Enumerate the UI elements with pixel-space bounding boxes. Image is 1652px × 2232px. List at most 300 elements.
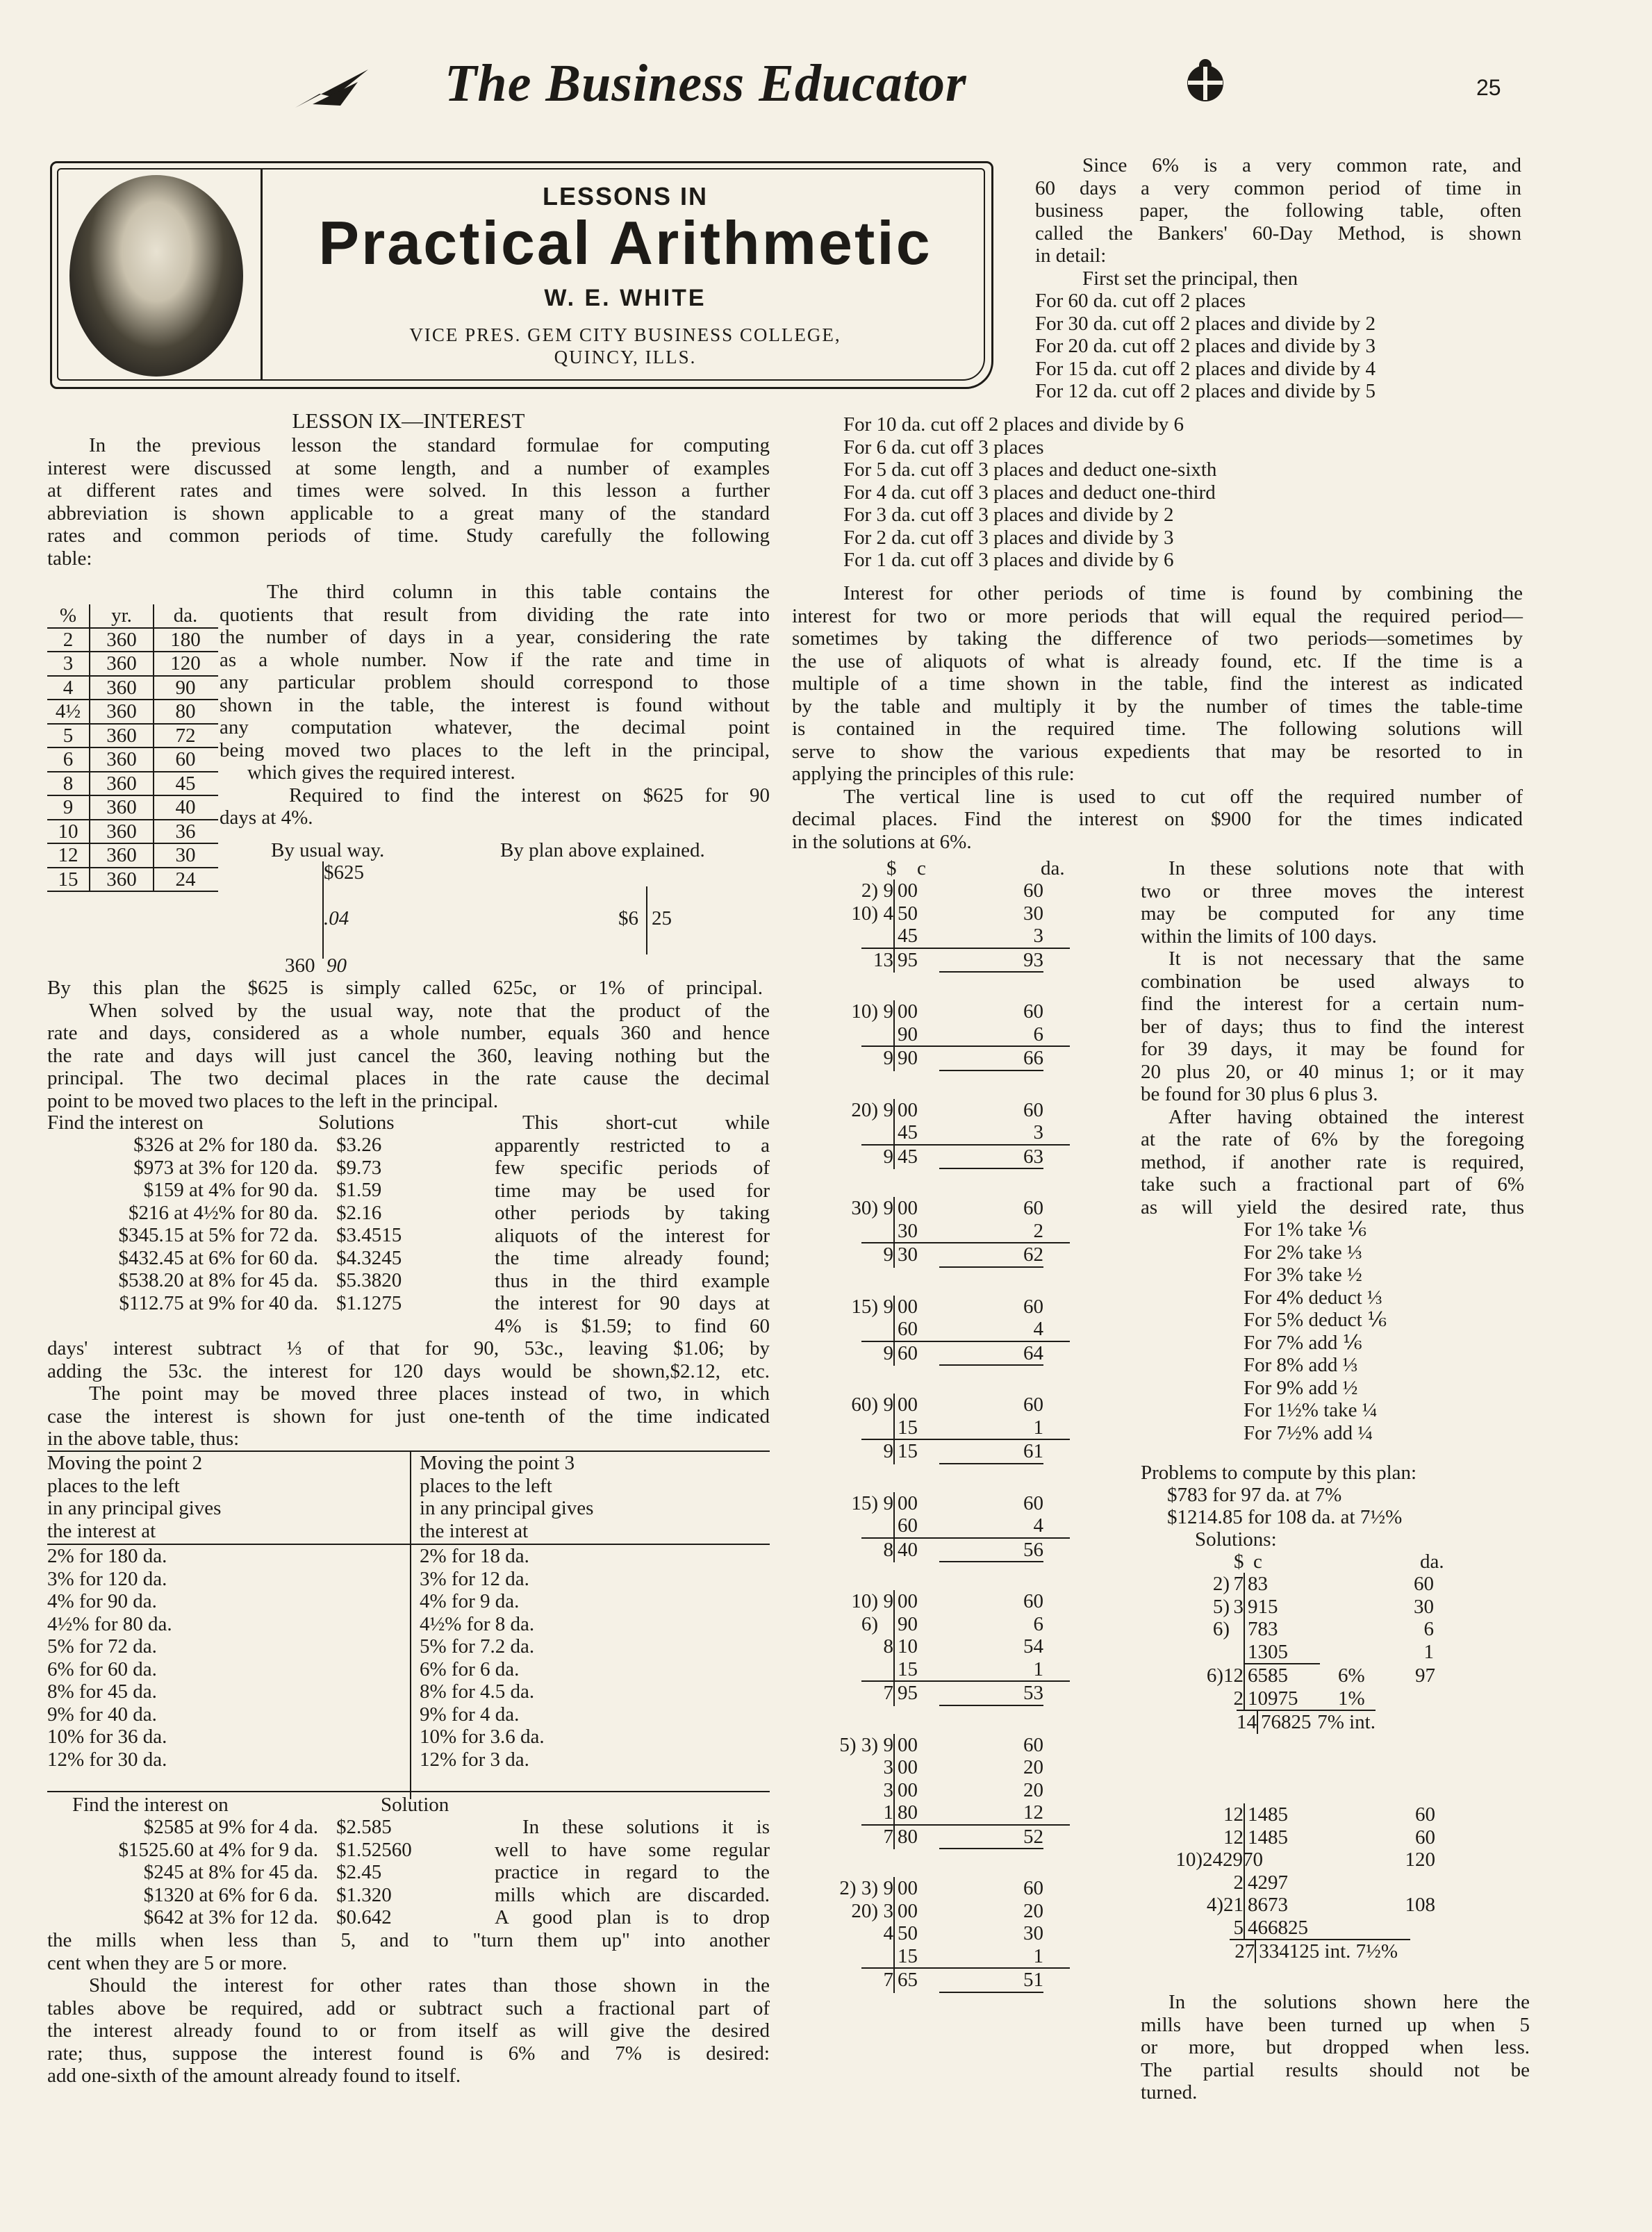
example-problem: $345.15 at 5% for 72 da. [118,1224,318,1246]
solution-row [806,1756,1098,1779]
page-number: 25 [1476,75,1501,100]
cent-total: 80 [898,1825,918,1848]
text-line: shown in the table, the interest is found without [220,693,770,716]
text-line: The vertical line is used to cut off the required number of [843,785,1523,808]
text-line: the interest at [47,1519,156,1542]
text-line: After having obtained the interest [1168,1105,1524,1128]
rate-cell: 5 [63,724,74,747]
solution-block [806,1000,1098,1098]
moving-row: 5% for 7.2 da. [420,1635,535,1658]
closing-paragraph [47,1929,770,2088]
day-value: 60 [1415,1803,1435,1826]
bankers-paragraph [1035,154,1521,403]
example-solution: $0.642 [336,1906,392,1928]
example-row [47,1202,492,1225]
example-row [47,1134,492,1157]
solution-783 [1167,1573,1473,1734]
example-problem: $1320 at 6% for 6 da. [143,1883,318,1906]
days-cell: 90 [153,677,217,700]
text-line: For 30 da. cut off 2 places and divide by 2 [1035,312,1376,335]
rate-cell: 4 [63,676,74,699]
cent-value: 4297 [1248,1871,1288,1894]
text-line: the mills when less than 5, and to "turn them up" into another [47,1929,770,1951]
find-heading: Find the interest on [47,1111,204,1134]
text-line: Interest for other periods of time is found by combining the [843,582,1523,604]
dollar-value [878,1416,895,1439]
text-line: Should the interest for other rates than those shown in the [89,1974,770,1997]
day-value: 60 [1023,1733,1043,1756]
text-line: interest for two or more periods that will equal the required period— [792,604,1523,627]
divisor: 5) 3) [839,1733,878,1756]
day-total: 62 [939,1243,1043,1268]
dollar-value: 9 [878,879,895,902]
day-value: 4 [1033,1514,1043,1537]
dollar-value [878,1514,895,1537]
solution-block [806,879,1098,999]
block-spacer [806,1706,1098,1733]
text-line: For 6 da. cut off 3 places [843,436,1044,458]
text-line: find the interest for a certain num- [1141,993,1524,1015]
after-example-paragraph [47,977,770,1112]
text-line: First set the principal, then [1082,267,1298,290]
text-line: is contained in the required time. The following solutions will [792,718,1523,740]
cent-value: 00 [898,1295,918,1318]
divisor: 6) [1212,1618,1230,1640]
rate-table [47,604,218,892]
solution-row [1167,1596,1473,1619]
example-problem: $245 at 8% for 45 da. [143,1861,318,1883]
example-problem: $216 at 4½% for 80 da. [128,1201,318,1224]
year-cell: 360 [89,629,153,652]
usual-rate: .04 [324,907,349,929]
day-value: 108 [1405,1894,1435,1916]
block-spacer [806,1268,1098,1294]
divisor [806,1801,878,1824]
text-line: For 3 da. cut off 3 places and divide by 2 [843,504,1174,526]
rate-cell: 9 [63,796,74,818]
text-line: turned. [1141,2081,1198,2103]
solution-row [806,1734,1098,1757]
rate-cell: 3 [63,652,74,675]
divisor: 60) [851,1394,878,1416]
dollar-value: 9 [878,1734,895,1757]
calc-row [1167,1687,1473,1710]
divisor [806,1416,878,1439]
text-line: sometimes by taking the difference of two periods—sometimes by [792,627,1523,650]
days-head: da. [1041,857,1065,879]
text-line: For 20 da. cut off 2 places and divide by 3 [1035,335,1376,357]
text-line: adding the 53c. the interest for 120 days would be shown,$2.12, etc. [47,1359,770,1382]
text-line: well to have some regular [495,1838,770,1861]
cent-total: 60 [898,1341,918,1364]
example-solution: $9.73 [336,1156,382,1179]
text-line: the rate and days will just cancel the 360, leaving nothing but the [47,1044,770,1067]
text-line: quotients that result from dividing the rate into [220,603,770,626]
table-row [47,748,218,772]
rate-cell: 2 [63,628,74,651]
moving-row: 10% for 3.6 da. [420,1726,545,1748]
day-value: 60 [1023,1877,1043,1899]
day-total: 51 [939,1969,1043,1993]
days-cell: 180 [153,629,217,652]
example-row [47,1247,492,1270]
day-value: 60 [1023,1098,1043,1121]
cent-value: 45 [898,1121,918,1143]
divisor [806,1220,878,1243]
dollar-value [878,1220,895,1243]
text-line: rate and days, considered as a whole number, equals 360 and hence [47,1022,770,1044]
day-value: 60 [1023,879,1043,902]
dollar-value [878,1121,895,1144]
table-row [47,652,218,677]
divisor: 6)12 [1167,1664,1245,1687]
day-total: 93 [939,949,1043,973]
text-line: interest were discussed at some length, and a number of examples [47,456,770,479]
table-header-row [47,604,218,629]
find-examples [47,1816,492,1929]
text-line: When solved by the usual way, note that the product of the [89,999,770,1022]
cent-total: 30 [898,1243,918,1266]
calc-row [1167,1664,1473,1687]
fraction-rule: For 5% deduct ⅙ [1244,1309,1387,1331]
solution-row [806,1099,1098,1122]
moving-row: 3% for 12 da. [420,1567,529,1590]
table-row [47,772,218,797]
day-value [1380,1687,1435,1710]
day-total: 53 [939,1682,1043,1706]
text-line: in the above table, thus: [47,1428,240,1450]
solution-row [806,1121,1098,1144]
example-row [47,1839,492,1862]
rate-value: 6% [1338,1664,1365,1687]
solution-block [806,1099,1098,1196]
dollar-total: 9 [861,1342,895,1366]
divisor [806,1514,878,1537]
dollar-value: 4 [878,1922,895,1945]
divisor: 15) [851,1295,878,1318]
divisor [806,1945,878,1968]
author-name: W. E. WHITE [544,285,707,311]
divisor: 4)21 [1167,1894,1245,1917]
dollar-total: 9 [861,1047,895,1071]
moving-row: 2% for 18 da. [420,1545,529,1567]
dollar-total: 9 [861,1146,895,1170]
cent-value: 50 [898,1922,918,1944]
quill-logo-icon [292,56,375,111]
fraction-list [1244,1218,1452,1444]
dollar-value: 12 [1223,1803,1244,1826]
cent-value: 00 [898,1733,918,1756]
solution-total [861,1537,1070,1563]
solution-row [806,1779,1098,1802]
continue-paragraph [47,1337,770,1450]
solution-row [1167,1803,1473,1826]
divisor: 10) [851,1590,878,1612]
text-line: the interest at [420,1519,529,1542]
text-line: cent when they are 5 or more. [47,1951,288,1974]
text-line: For 60 da. cut off 2 places [1035,290,1246,312]
problem-2: $1214.85 for 108 da. at 7½% [1167,1506,1403,1528]
example-row [47,1884,492,1907]
rate-cell: 4½ [55,700,81,722]
text-line: For 2 da. cut off 3 places and divide by 3 [843,526,1174,549]
dollar-total: 13 [861,949,895,973]
day-total: 52 [939,1826,1043,1850]
solution-total [861,948,1070,973]
divisor: 15) [851,1491,878,1514]
plan-way-label: By plan above explained. [500,839,705,861]
cent-value: 915 [1248,1595,1278,1618]
affiliation-line: QUINCY, ILLS. [554,347,697,367]
header-divider [261,168,263,379]
cent-value [1245,1849,1317,1871]
lesson-heading: LESSON IX—INTEREST [292,408,525,433]
dollars-head: $ [1234,1551,1244,1573]
solution-block [806,1734,1098,1876]
moving-row: 12% for 3 da. [420,1748,529,1771]
table-row [47,700,218,725]
day-value: 30 [1023,902,1043,925]
divisor: 6) [861,1612,878,1635]
solution-total [861,1045,1070,1071]
text-line: By this plan the $625 is simply called 625c, or 1% of principal. [47,977,763,999]
divisor: 5) [1212,1595,1230,1618]
text-line: the interest for 90 days at [495,1292,770,1314]
solution-row [806,1416,1098,1439]
solution-row [806,1613,1098,1636]
solution-row [1167,1871,1473,1894]
day-total: 64 [939,1342,1043,1366]
text-line: which gives the required interest. [247,761,515,784]
year-cell: 360 [89,820,153,843]
cent-total: 45 [898,1145,918,1168]
day-value: 60 [1023,1000,1043,1023]
moving-left-head [47,1452,402,1542]
dollar-total: 9 [861,1440,895,1464]
example-solution: $2.16 [336,1201,382,1224]
text-line: tables above be required, add or subtract such a fractional part of [47,1997,770,2019]
dollar-value: 9 [878,1197,895,1220]
text-line: any computation whatever, the decimal point [220,716,770,738]
solution-row [1167,1849,1473,1871]
usual-way-label: By usual way. [271,839,385,861]
series-label: LESSONS IN [542,182,709,210]
divisor: 2) [1212,1573,1230,1595]
table-row [47,868,218,893]
year-cell: 360 [89,725,153,747]
example-row [47,1269,492,1292]
day-value: 60 [1023,1394,1043,1416]
text-line: applying the principles of this rule: [792,763,1075,785]
table-row [47,820,218,845]
text-line: apparently restricted to a [495,1134,770,1157]
text-line: in any principal gives [420,1497,594,1519]
text-line: rate; thus, suppose the interest found is 6% and 7% is desired: [47,2042,770,2065]
usual-principal: $625 [324,861,364,884]
cent-total: 15 [898,1440,918,1462]
text-line: For 4 da. cut off 3 places and deduct one-third [843,481,1216,504]
text-line: any particular problem should correspond to those [220,671,770,693]
problems-intro: Problems to compute by this plan: [1141,1462,1417,1484]
solution-row [806,1877,1098,1900]
example-problem: $538.20 at 8% for 45 da. [118,1269,318,1291]
example-solution: $3.4515 [336,1224,402,1246]
cent-value: 1305 [1248,1640,1288,1663]
text-line: two or three moves the interest [1141,879,1524,902]
cent-value: 00 [898,879,918,902]
intro-paragraph [47,434,770,570]
example-problem: $112.75 at 9% for 40 da. [119,1291,318,1314]
solution-block [806,1590,1098,1733]
year-cell: 360 [89,677,153,700]
divisor [806,1922,878,1945]
solution-row [806,1945,1098,1968]
day-value: 60 [1415,1826,1435,1849]
text-line: method, if another rate is required, [1141,1150,1524,1173]
day-value: 2 [1033,1219,1043,1242]
day-value: 6 [1423,1618,1434,1640]
text-line: In these solutions it is [522,1816,770,1838]
text-line: For 1 da. cut off 3 places and divide by 6 [843,549,1174,571]
solution-row [806,1000,1098,1023]
cent-value: 10975 [1248,1687,1298,1710]
text-line: days at 4%. [220,807,313,829]
day-value: 60 [1023,1197,1043,1219]
calc-row [1167,1894,1473,1917]
text-line: in the solutions at 6%. [792,830,972,853]
dollar-value: 3 [878,1756,895,1779]
divisor: 2) 3) [839,1877,878,1899]
solution-row [806,1023,1098,1046]
cent-value: 90 [898,1612,918,1635]
solution-row [806,1514,1098,1537]
text-line: combination be used always to [1141,970,1524,993]
text-line: The third column in this table contains the [267,581,770,603]
dollar-value: 9 [878,1099,895,1122]
solution-row [806,902,1098,925]
day-value: 20 [1023,1899,1043,1922]
solution-row [806,925,1098,948]
moving-row: 4% for 90 da. [47,1590,157,1612]
dollar-value [878,1658,895,1681]
moving-row: 9% for 4 da. [420,1703,520,1726]
divisor [1167,1803,1223,1826]
cent-total: 90 [898,1047,918,1069]
lesson-title: Practical Arithmetic [318,208,932,277]
bankers-rules [843,413,1469,572]
text-line: be found for 30 plus 6 plus 3. [1141,1083,1378,1105]
dollar-total: 27 [1230,1940,1256,1963]
fraction-rule: For 4% deduct ⅓ [1244,1286,1382,1309]
moving-row: 12% for 30 da. [47,1748,167,1771]
text-line: by the table and multiply it by the number of times the table-time [792,695,1523,718]
text-line: as will yield the desired rate, thus [1141,1196,1524,1218]
text-line: the time already found; [495,1247,770,1269]
dollar-total: 9 [861,1243,895,1268]
day-value: 60 [1023,1295,1043,1318]
dollar-value [878,925,895,948]
divisor [806,1023,878,1046]
text-line: the interest already found to or from itself as will give the desired [47,2019,770,2042]
text-line: in detail: [1035,245,1107,267]
plan-cents: 25 [652,907,672,929]
rate-cell: 15 [58,868,79,891]
text-line: at different rates and times were solved. In this lesson a further [47,479,770,502]
solution-row [806,1394,1098,1416]
solution-block [806,1296,1098,1393]
days-cell: 36 [153,820,217,843]
cent-value: 6585 [1248,1664,1288,1687]
text-line: the use of aliquots of what is already found, etc. If the time is a [792,650,1523,672]
cent-total: 40 [898,1538,918,1561]
table-header-cell: % [59,604,77,627]
example-row [47,1816,492,1839]
find-heading: Find the interest on [72,1794,229,1816]
dollar-total: 8 [861,1539,895,1563]
dollar-value: 7 [1230,1573,1245,1596]
dollar-value: 3 [1230,1596,1245,1619]
solution-total [861,1242,1070,1268]
day-value: 1 [1033,1658,1043,1680]
cent-value: 1485 [1248,1803,1288,1826]
usual-denominator: 360 [285,954,315,977]
cent-value: 90 [898,1023,918,1045]
text-line: or more, but dropped when less. [1141,2036,1530,2058]
solution-row [1167,1641,1473,1664]
final-notes [1141,1991,1530,2104]
text-line: may be computed for any time [1141,902,1524,925]
cent-value: 80 [898,1801,918,1824]
dollar-value: 3 [878,1779,895,1802]
usual-divider [322,861,324,959]
text-line: ber of days; thus to find the interest [1141,1015,1524,1038]
example-row [47,1224,492,1247]
fraction-rule: For 7½% add ¼ [1244,1421,1373,1444]
day-value: 3 [1033,925,1043,947]
text-line: places to the left [47,1474,180,1497]
fraction-rule: For 1% take ⅙ [1244,1218,1367,1241]
text-line: multiple of a time shown in the table, find the interest as indicated [792,672,1523,695]
solution-row [806,1220,1098,1243]
block-spacer [806,973,1098,999]
text-line: time may be used for [495,1179,770,1202]
text-line: For 15 da. cut off 2 places and divide by 4 [1035,357,1376,380]
cent-value: 83 [1248,1573,1268,1595]
solution-total [1230,1939,1410,1963]
block-spacer [806,1849,1098,1876]
table-row [47,844,218,868]
year-cell: 360 [89,748,153,771]
text-line: as a whole number. Now if the rate and time in [220,648,770,671]
day-value: 120 [1405,1849,1435,1871]
author-affiliation [264,324,986,368]
third-column-paragraph [220,581,770,829]
days-cell: 72 [153,725,217,747]
find-examples [47,1134,492,1314]
dollar-value: 4 [878,902,895,925]
text-line: within the limits of 100 days. [1141,925,1377,948]
table-row [47,796,218,820]
dollar-value: 9 [878,1000,895,1023]
dollar-value: 9 [878,1296,895,1318]
dollar-value: 2 [1223,1871,1245,1894]
divisor [806,1658,878,1681]
example-solution: $1.1275 [336,1291,402,1314]
divisor: 2) [861,879,878,902]
table-header-cell: yr. [89,604,153,627]
cent-total: 95 [898,948,918,971]
divisor: 20) [851,1899,878,1922]
